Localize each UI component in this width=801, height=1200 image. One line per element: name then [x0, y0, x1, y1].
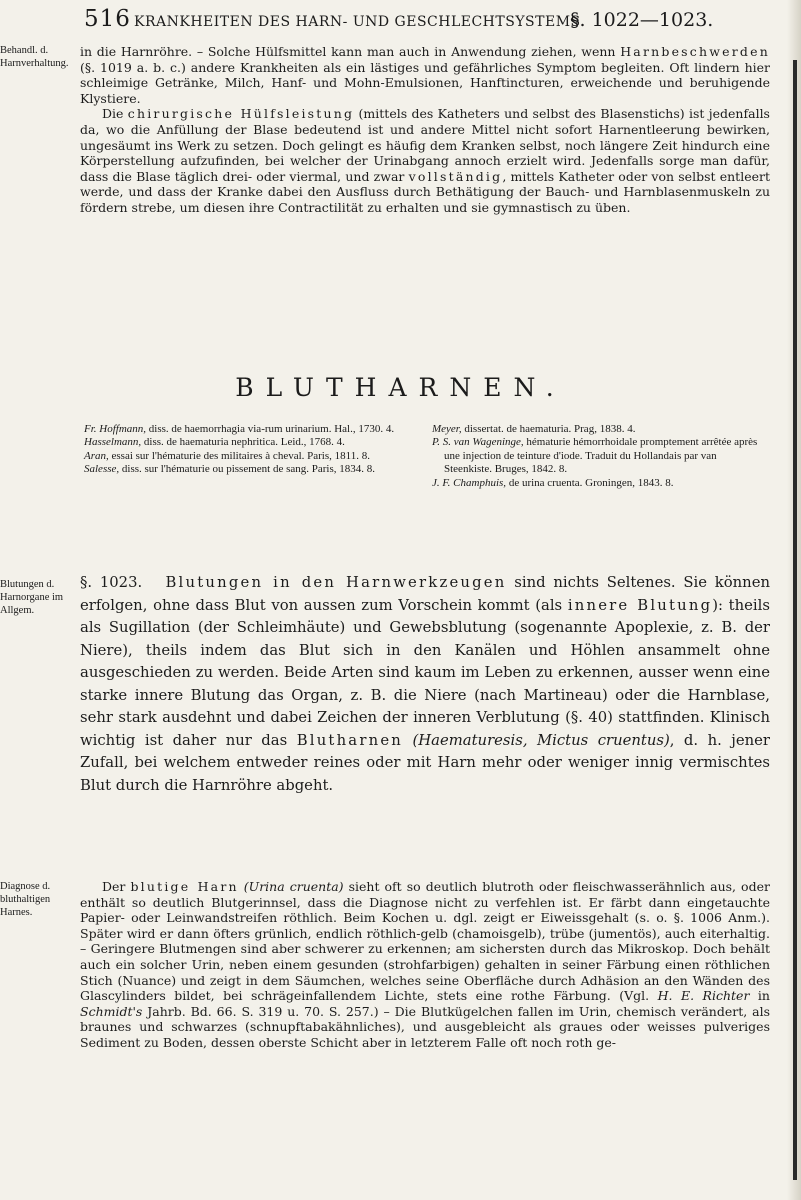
term-blutige-harn: blutige Harn: [130, 879, 239, 894]
bib-entry: P. S. van Wageninge, hématurie hémorrhoidale promptement arrêtée après une injection de teinture d'iode. Traduit du Hollandais par van Steenkiste. Bruges, 1842. 8.: [432, 436, 758, 476]
bib-entry: Salesse, diss. sur l'hématurie ou pissement de sang. Paris, 1834. 8.: [84, 463, 376, 476]
para1-lead: in die Harnröhre. – Solche Hülfsmittel kann man auch in Anwendung ziehen, wenn: [80, 44, 616, 59]
paragraph-harnverhaltung: [80, 44, 770, 216]
bib-entry: Aran, essai sur l'hématurie des militaires à cheval. Paris, 1811. 8.: [84, 449, 370, 462]
bib-entry: Meyer, dissertat. de haematuria. Prag, 1838. 4.: [432, 423, 636, 435]
bib-entry: Hasselmann, diss. de haematuria nephritica. Leid., 1768. 4.: [84, 436, 345, 449]
margin-note-blutungen: Blutungen d. Harnorgane im Allgem.: [0, 579, 64, 616]
term-harnbeschwerden: Harnbeschwerden: [620, 44, 770, 59]
running-title: KRANKHEITEN DES HARN- UND GESCHLECHTSYSTEMS.: [134, 14, 586, 30]
term-vollstaendig: vollständig: [408, 168, 503, 184]
margin-note-diagnose: Diagnose d. bluthaltigen Harnes.: [0, 881, 51, 918]
ref-journal: Schmidt's: [80, 1003, 143, 1019]
s1023-text2: ): theils als Sugillation (der Schleimhäute) und Gewebsblutung (sogenannte Apoplexie, z. B. der Niere), theils indem das Blut sich in den Kanälen und Höhlen ansammelt ohne ausgeschieden zu werden. Beide Arten sind kaum im Leben zu erkennen, ausser wenn eine starke innere Blutung das Organ, z. B. die Niere (nach Martineau) oder die Harnblase, sehr stark ausdehnt und dabei Zeichen der inneren Verblutung (§. 40) stattfinden. Klinisch wichtig ist daher nur das: [80, 596, 770, 749]
diag-text2: Jahrb. Bd. 66. S. 319 u. 70. S. 257.) – Die Blutkügelchen fallen im Urin, chemisch verändert, als braunes und schwarzes (schnupftabakähnliches), und ausgebleicht als graues oder weisses pulveriges Sediment zu Boden, dessen oberste Schicht aber in letzterem Falle oft noch roth ge-: [80, 1003, 770, 1050]
s1023-text3: , d. h. jener Zufall, bei welchem entweder reines oder mit Harn mehr oder weniger innig vermischtes Blut durch die Harnröhre abgeht.: [80, 731, 770, 794]
diag-text0: Der: [102, 879, 126, 894]
latin-haematuresis: (Haematuresis, Mictus cruentus): [412, 731, 670, 749]
s1023-text1: sind nichts Seltenes. Sie können erfolgen, ohne dass Blut von aussen zum Vorschein kommt (als: [80, 574, 770, 614]
diag-text1: sieht oft so deutlich blutroth oder fleischwasserähnlich aus, oder enthält so deutlich Blutgerinnsel, dass die Diagnose nicht zu verfehlen ist. Er färbt dann eingetauchte Papier- oder Leinwandstreifen röthlich. Beim Kochen u. dgl. zeigt er Eiweissgehalt (s. o. §. 1006 Anm.). Später wird er dann öfters grünlich, endlich röthlich-gelb (chamoisgelb), trübe (jumentös), auch eiterhaltig. – Geringere Blutmengen sind aber schwerer zu erkennen; am sichersten durch das Mikroskop. Doch behält auch ein solcher Urin, neben einem gesunden (strohfarbigen) gehalten in seiner Färbung einen röthlichen Stich (Nuance) und zeigt in dem Säumchen, welches seine Oberfläche durch Adhäsion an den Wänden des Glascylinders bildet, bei schrägeinfallendem Lichte, stets eine rothe Färbung. (Vgl.: [80, 879, 770, 1004]
ref-text: in: [757, 988, 770, 1004]
latin-urina-cruenta: (Urina cruenta): [243, 879, 344, 894]
binding-edge: [793, 60, 797, 1180]
page-edge-shadow: [787, 0, 801, 1200]
term-innere-blutung: innere Blutung: [567, 596, 713, 614]
page-header: [0, 6, 801, 40]
bib-entry: J. F. Champhuis, de urina cruenta. Groningen, 1843. 8.: [432, 476, 674, 489]
bibliography-right: [432, 423, 762, 490]
para1-text4: , mittels Katheter oder von selbst entleert werde, und dass der Kranke dabei den Ausfluss durch Bethätigung der Bauch- und Harnblasenmuskeln zu fördern strebe, um diesen ihre Contractilität zu erhalten und sie gymnastisch zu üben.: [80, 168, 770, 215]
paragraph-diagnose: [80, 879, 770, 1051]
para1-text1: (§. 1019 a. b. c.) andere Krankheiten als ein lästiges und gefährliches Symptom begleiten. Oft lindern hier schleimige Getränke, Milch, Hanf- und Mohn-Emulsionen, Hanftincturen, erweichende und beruhigende Klystiere.: [80, 59, 770, 106]
term-blutharnen: Blutharnen: [296, 731, 404, 749]
margin-note-behandlung: Behandl. d. Harnverhaltung.: [0, 45, 69, 69]
section-heading: BLUTHARNEN.: [235, 373, 566, 402]
bib-entry: Fr. Hoffmann, diss. de haemorrhagia via-rum urinarium. Hal., 1730. 4.: [84, 423, 395, 435]
section-number-1023: §. 1023.: [80, 574, 143, 591]
term-blutungen-harnwerkzeugen: Blutungen in den Harnwerkzeugen: [165, 574, 507, 591]
page-number: 516: [84, 6, 131, 32]
section-reference: §. 1022—1023.: [570, 9, 714, 31]
paragraph-1023: [80, 572, 770, 797]
term-chirurgische-huelfsleistung: chirurgische Hülfsleistung: [127, 106, 355, 122]
bibliography-left: [84, 423, 414, 477]
ref-author: H. E. Richter: [657, 988, 750, 1004]
para1-text2: Die: [102, 106, 124, 122]
para1-text3: (mittels des Katheters und selbst des Blasenstichs) ist jedenfalls da, wo die Anfüllung der Blase bedeutend ist und andere Mittel nicht sofort Harnentleerung bewirken, ungesäumt ins Werk zu setzen. Doch gelingt es häufig dem Kranken selbst, noch längere Zeit hindurch eine Körperstellung aufzufinden, bei welcher der Urinabgang annoch erzielt wird. Jedenfalls sorge man dafür, dass die Blase täglich drei- oder viermal, und zwar: [80, 106, 770, 184]
